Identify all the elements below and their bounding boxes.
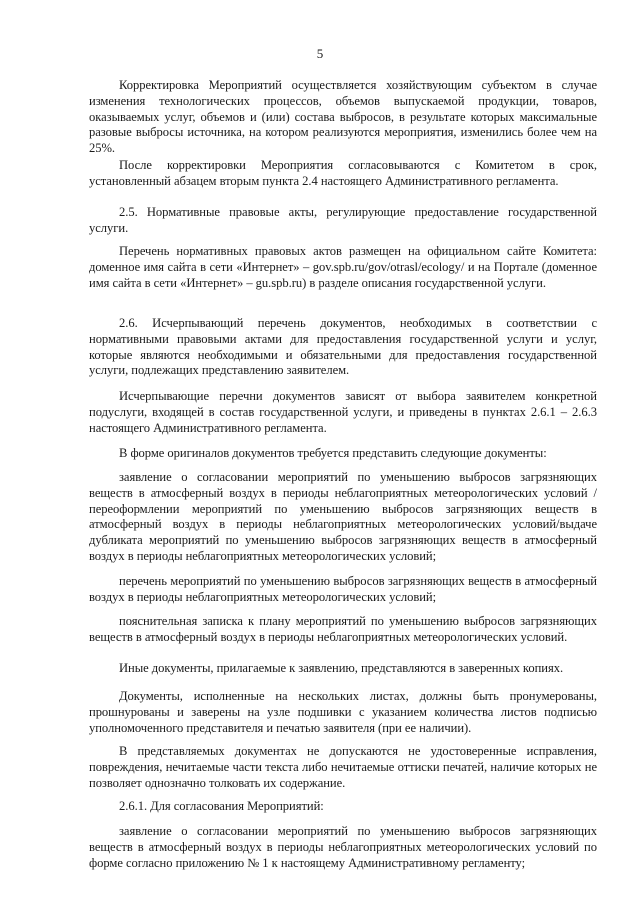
page-number: 5 [316,46,324,61]
paragraph-measures-list-item: перечень мероприятий по уменьшению выбросов загрязняющих веществ в атмосферный воздух в периоды неблагоприятных метеорологических условий; [89,574,597,604]
paragraph-originals-required: В форме оригиналов документов требуется представить следующие документы: [119,446,547,460]
paragraph-legal-acts-location: Перечень нормативных правовых актов размещен на официальном сайте Комитета: доменное имя сайта в сети «Интернет» – gov.spb.ru/gov/otrasl/ecology/ и на Портале (доменное имя сайта в сети «Интернет» – gu.spb.ru) в разделе описания государственной услуги. [89,244,597,290]
paragraph-approval-application-form: заявление о согласовании мероприятий по уменьшению выбросов загрязняющих веществ в атмосферный воздух в периоды неблагоприятных метеорологических условий по форме согласно приложению № 1 к настоящему Административному регламенту; [89,824,597,870]
paragraph-section-2-5-heading: 2.5. Нормативные правовые акты, регулирующие предоставление государственной услуги. [89,205,597,235]
paragraph-correction-conditions: Корректировка Мероприятий осуществляется хозяйствующим субъектом в случае изменения технологических процессов, объемов выпускаемой продукции, товаров, оказываемых услуг, объемов и (или) состава выбросов, в результате которых максимальные разовые выбросы источника, на котором реализуются мероприятия, изменились более чем на 25%. [89,78,597,156]
paragraph-multi-sheet-documents: Документы, исполненные на нескольких листах, должны быть пронумерованы, прошнурованы и заверены на узле подшивки с указанием количества листов подписью уполномоченного представителя и печатью заявителя (при ее наличии). [89,689,597,735]
paragraph-other-documents-copies: Иные документы, прилагаемые к заявлению, представляются в заверенных копиях. [119,661,564,675]
paragraph-approval-after-correction: После корректировки Мероприятия согласовываются с Комитетом в срок, установленный абзацем вторым пункта 2.4 настоящего Административного регламента. [89,158,597,188]
paragraph-section-2-6-heading: 2.6. Исчерпывающий перечень документов, необходимых в соответствии с нормативными правовыми актами для предоставления государственной услуги и услуг, которые являются необходимыми и обязательными для предоставления государственной услуги, подлежащих представлению заявителем. [89,316,597,378]
paragraph-explanatory-note-item: пояснительная записка к плану мероприятий по уменьшению выбросов загрязняющих веществ в атмосферный воздух в периоды неблагоприятных метеорологических условий. [89,614,597,644]
paragraph-application-item: заявление о согласовании мероприятий по уменьшению выбросов загрязняющих веществ в атмосферный воздух в периоды неблагоприятных метеорологических условий /переоформлении мероприятий по уменьшению выбросов загрязняющих веществ в атмосферный воздух в периоды неблагоприятных метеорологических условий/выдаче дубликата мероприятий по уменьшению выбросов загрязняющих веществ в атмосферный воздух в периоды неблагоприятных метеорологических условий; [89,470,597,563]
paragraph-no-uncertified-corrections: В представляемых документах не допускаются не удостоверенные исправления, повреждения, нечитаемые части текста либо нечитаемые оттиски печатей, наличие которых не позволяет однозначно толковать их содержание. [89,744,597,790]
paragraph-section-2-6-1-heading: 2.6.1. Для согласования Мероприятий: [119,799,324,813]
paragraph-document-lists-depend: Исчерпывающие перечни документов зависят от выбора заявителем конкретной подуслуги, входящей в состав государственной услуги, и приведены в пунктах 2.6.1 – 2.6.3 настоящего Административного регламента. [89,389,597,435]
